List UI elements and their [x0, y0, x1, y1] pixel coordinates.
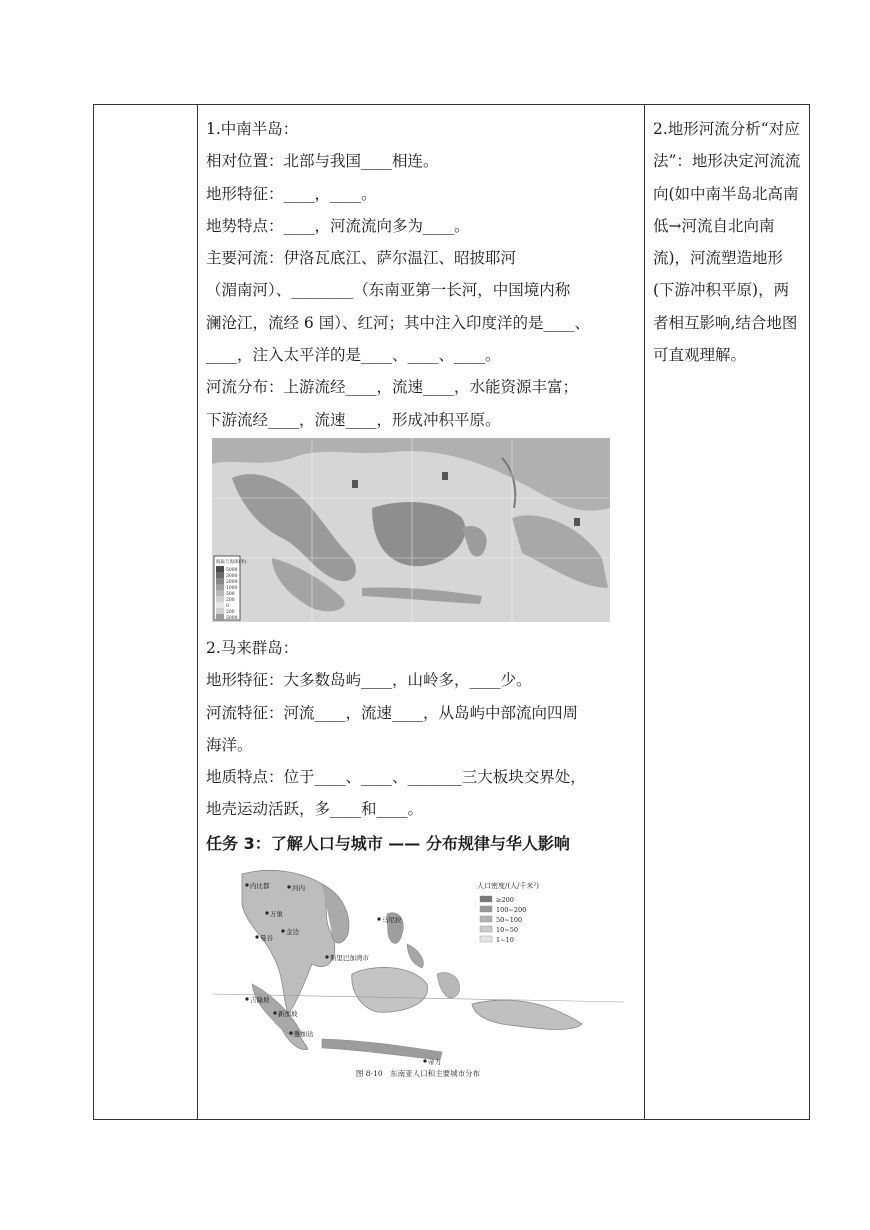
city-label: 雅加达: [294, 1029, 314, 1038]
text-line: 河流分布：上游流经____，流速____，水能资源丰富；: [206, 378, 579, 397]
legend-swatch: [480, 916, 492, 922]
text-line: 地势特点：____，河流流向多为____。: [206, 216, 470, 235]
text-line: ____，注入太平洋的是____、____、____。: [206, 346, 501, 365]
legend-swatch: [480, 926, 492, 932]
city-marker: [273, 1011, 276, 1014]
legend-swatch: [216, 572, 224, 578]
city-label: 马尼拉: [382, 915, 402, 924]
text-line: 相对位置：北部与我国____相连。: [206, 152, 439, 171]
legend-value: 2000: [226, 579, 238, 585]
map2-legend-title: 人口密度/(人/千米²): [477, 881, 539, 890]
legend-swatch: [216, 578, 224, 584]
city-label: 新加坡: [278, 1009, 298, 1018]
city-label: 帝力: [428, 1057, 441, 1066]
content-cell: [198, 105, 645, 1120]
legend-swatch: [216, 590, 224, 596]
city-marker: [289, 1031, 292, 1034]
analysis-note: 2.地形河流分析“对应法”：地形决定河流流向(如中南半岛北高南低→河流自北向南流)，河流塑造地形(下游冲积平原)，两者相互影响,结合地图可直观理解。: [653, 120, 801, 365]
text-line: 地质特点：位于____、____、_______三大板块交界处，: [206, 768, 586, 787]
text-line: 2.马来群岛：: [206, 638, 299, 657]
legend-value: 0: [226, 603, 229, 609]
physical-map-southeast-asia: [212, 438, 610, 622]
legend-swatch: [480, 936, 492, 942]
city-marker: [255, 935, 258, 938]
malay-archipelago-section: [206, 632, 636, 826]
text-line: （湄南河）、________（东南亚第一长河，中国境内称: [206, 281, 571, 300]
legend-value: 5000: [226, 567, 238, 573]
legend-label: 50~100: [496, 915, 523, 924]
text-line: 地形特征：大多数岛屿____，山岭多，____少。: [206, 671, 532, 690]
text-line: 下游流经____，流速____，形成冲积平原。: [206, 410, 501, 429]
text-line: 海洋。: [206, 735, 253, 754]
legend-label: 1~10: [496, 935, 514, 944]
text-line: 地形特征：____，____。: [206, 184, 377, 203]
legend-label: 10~50: [496, 925, 518, 934]
city-label: 河内: [292, 883, 305, 892]
city-marker: [281, 929, 284, 932]
legend-swatch: [216, 596, 224, 602]
legend-value: 500: [226, 591, 235, 597]
note-cell: [645, 105, 810, 1120]
map2-caption: 图 8-10 东南亚人口和主要城市分布: [355, 1068, 481, 1078]
city-marker: [245, 883, 248, 886]
legend-swatch: [216, 602, 224, 608]
legend-swatch: [216, 584, 224, 590]
left-empty-cell: [94, 105, 198, 1120]
lesson-table: [93, 104, 810, 1120]
legend-swatch: [216, 566, 224, 572]
city-marker: [377, 917, 380, 920]
map1-legend-title: 海拔与海深(米): [216, 559, 247, 565]
indochina-section: [206, 113, 636, 436]
legend-value: 3000: [226, 573, 238, 579]
text-line: 主要河流：伊洛瓦底江、萨尔温江、昭披耶河: [206, 249, 517, 268]
legend-swatch: [216, 608, 224, 614]
city-marker: [423, 1059, 426, 1062]
text-line: 地壳运动活跃，多____和____。: [206, 800, 424, 819]
text-line: 1.中南半岛：: [206, 120, 299, 138]
population-density-map: [212, 864, 624, 1080]
legend-value: 200: [226, 609, 235, 615]
city-label: 吉隆坡: [250, 995, 270, 1004]
legend-label: 100~200: [496, 905, 527, 914]
city-label: 斯里巴加湾市: [330, 953, 369, 962]
city-marker: [265, 911, 268, 914]
legend-value: 5000: [226, 615, 238, 621]
city-label: 万象: [270, 909, 283, 918]
city-marker: [287, 885, 290, 888]
task-3-heading: 任务 3：了解人口与城市 —— 分布规律与华人影响: [206, 833, 570, 853]
legend-label: ≥200: [496, 895, 514, 904]
legend-value: 200: [226, 597, 235, 603]
city-label: 内比都: [250, 881, 270, 890]
legend-swatch: [480, 906, 492, 912]
text-line: 澜沧江，流经 6 国）、红河；其中注入印度洋的是____、: [206, 313, 590, 332]
legend-swatch: [216, 614, 224, 620]
legend-value: 1000: [226, 585, 238, 591]
city-label: 曼谷: [260, 933, 273, 942]
city-marker: [245, 997, 248, 1000]
legend-swatch: [480, 896, 492, 902]
city-marker: [325, 955, 328, 958]
city-label: 金边: [286, 927, 299, 936]
text-line: 河流特征：河流____，流速____，从岛屿中部流向四周: [206, 703, 579, 722]
